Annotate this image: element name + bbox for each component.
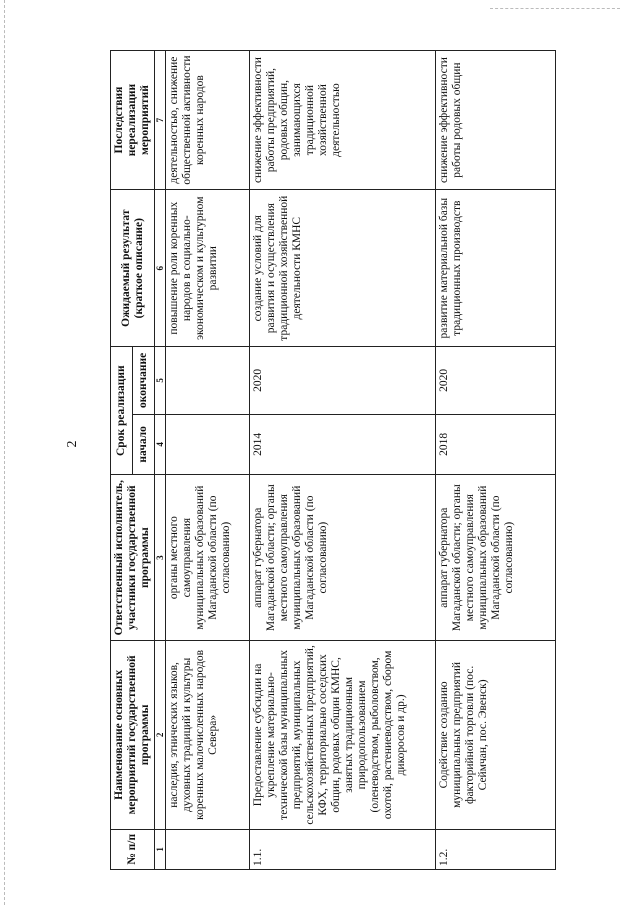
col-number: 4 [155,414,166,475]
row-responsible: аппарат губернатора Магаданской области; органы местного самоуправления муниципальных образований Магаданской области (по согласованию) [250,475,436,641]
row-consequence: снижение эффективности работы предприятий, родовых общин, занимающихся традиционной хозяйственной деятельностью [250,51,436,190]
col-number: 2 [155,641,166,829]
row-start [166,414,250,475]
col-number: 3 [155,475,166,641]
row-responsible: аппарат губернатора Магаданской области; органы местного самоуправления муниципальных образований Магаданской области (по согласованию) [436,475,556,641]
row-num [166,829,250,869]
row-name: наследия, этнических языков, духовных традиций и культуры коренных малочисленных народов Севера» [166,641,250,829]
row-name: Содействие созданию муниципальных предприятий факторийной торговли (пос. Сеймчан, пос. Эвенск) [436,641,556,829]
row-start: 2014 [250,414,436,475]
header-consequence: Последствия нереализации мероприятий [111,51,155,190]
table-row [250,51,436,870]
header-row [111,51,133,870]
row-responsible: органы местного самоуправления муниципальных образований Магаданской области (по согласованию) [166,475,250,641]
program-table [110,50,556,870]
header-num: № п/п [111,829,155,869]
page-number: 2 [65,440,80,448]
row-num: 1.2. [436,829,556,869]
row-start: 2018 [436,414,556,475]
row-consequence: деятельностью, снижение общественной активности коренных народов [166,51,250,190]
row-result: развитие материальной базы традиционных производств [436,190,556,347]
row-end [166,347,250,414]
row-end: 2020 [250,347,436,414]
header-responsible: Ответственный исполнитель, участники государственной программы [111,475,155,641]
row-name: Предоставление субсидии на укрепление материально-технической базы муниципальных предприятий, муниципальных сельскохозяйственных предприятий, КФХ, территориально соседских общин, родовых общин КМНС, занятых традиционным природопользованием (оленеводством, рыболовством, охотой, растениеводством, сбором дикоросов и др.) [250,641,436,829]
row-num: 1.1. [250,829,436,869]
col-number: 7 [155,51,166,190]
header-start: начало [133,414,155,475]
row-end: 2020 [436,347,556,414]
header-term: Срок реализации [111,347,133,475]
rotated-page [110,50,640,870]
scan-fold-line-top [490,8,620,9]
column-number-row [155,51,166,870]
row-result: создание условий для развития и осуществления традиционной хозяйственной деятельности КМНС [250,190,436,347]
col-number: 1 [155,829,166,869]
header-result: Ожидаемый результат (краткое описание) [111,190,155,347]
table-row [436,51,556,870]
row-consequence: снижение эффективности работы родовых общин [436,51,556,190]
col-number: 5 [155,347,166,414]
scan-fold-line [4,0,5,905]
col-number: 6 [155,190,166,347]
header-end: окончание [133,347,155,414]
row-result: повышение роли коренных народов в социально-экономическом и культурном развитии [166,190,250,347]
header-name: Наименование основных мероприятий государственной программы [111,641,155,829]
table-row [166,51,250,870]
